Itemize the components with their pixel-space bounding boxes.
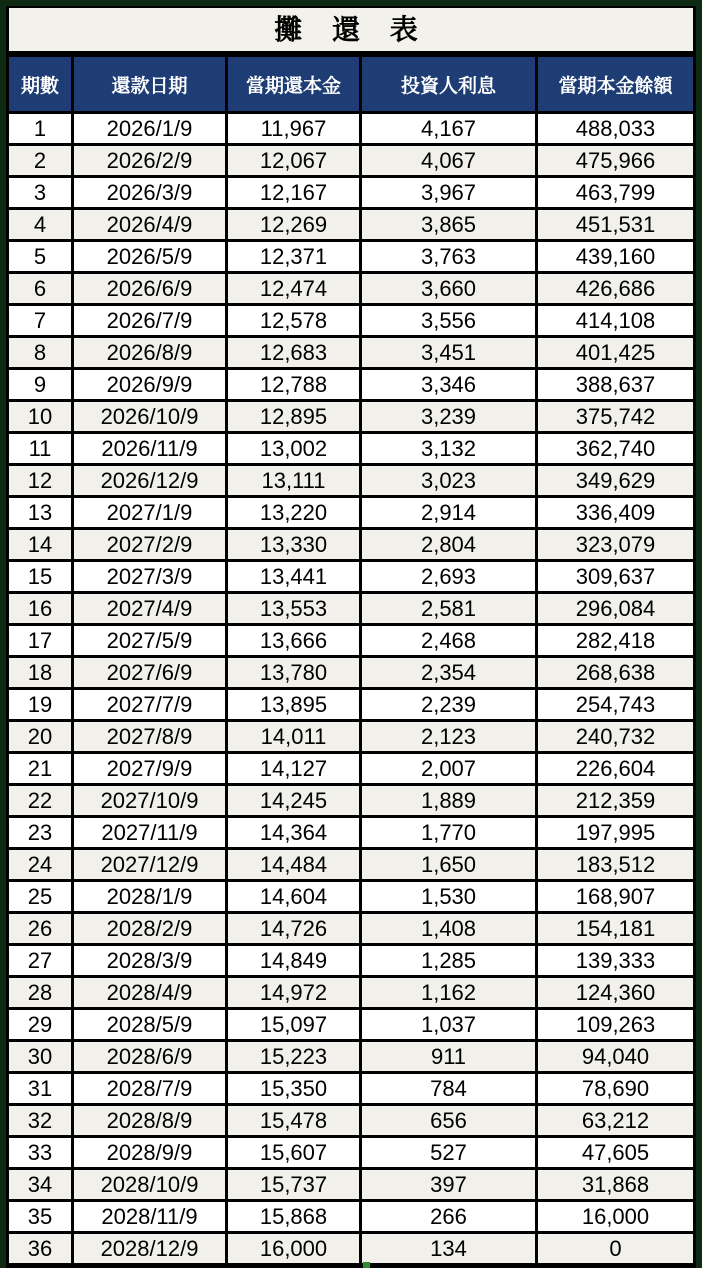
cell-period: 22: [9, 786, 71, 815]
cell-period: 14: [9, 530, 71, 559]
cell-period: 25: [9, 882, 71, 911]
table-row: [9, 306, 693, 335]
cell-period: 16: [9, 594, 71, 623]
cell-repayment-date: 2027/5/9: [71, 626, 225, 655]
table-row: [9, 402, 693, 431]
cell-principal-balance: 63,212: [535, 1106, 693, 1135]
cell-principal-paid: 14,245: [225, 786, 359, 815]
cell-investor-interest: 4,167: [359, 114, 535, 143]
cell-period: 4: [9, 210, 71, 239]
cell-investor-interest: 3,865: [359, 210, 535, 239]
cell-principal-balance: 401,425: [535, 338, 693, 367]
cell-principal-paid: 11,967: [225, 114, 359, 143]
table-row: [9, 1074, 693, 1103]
cell-investor-interest: 134: [359, 1234, 535, 1263]
cell-investor-interest: 3,967: [359, 178, 535, 207]
cell-repayment-date: 2028/6/9: [71, 1042, 225, 1071]
cell-repayment-date: 2026/1/9: [71, 114, 225, 143]
cell-principal-paid: 13,895: [225, 690, 359, 719]
table-row: [9, 978, 693, 1007]
cell-principal-balance: 439,160: [535, 242, 693, 271]
cell-period: 3: [9, 178, 71, 207]
cell-repayment-date: 2026/7/9: [71, 306, 225, 335]
cell-repayment-date: 2026/5/9: [71, 242, 225, 271]
cell-investor-interest: 2,581: [359, 594, 535, 623]
cell-principal-paid: 14,127: [225, 754, 359, 783]
cell-repayment-date: 2027/4/9: [71, 594, 225, 623]
cell-investor-interest: 1,285: [359, 946, 535, 975]
cell-repayment-date: 2027/7/9: [71, 690, 225, 719]
cell-principal-paid: 15,223: [225, 1042, 359, 1071]
cell-principal-paid: 12,683: [225, 338, 359, 367]
cell-repayment-date: 2026/10/9: [71, 402, 225, 431]
cell-principal-balance: 109,263: [535, 1010, 693, 1039]
table-row: [9, 786, 693, 815]
cell-repayment-date: 2027/10/9: [71, 786, 225, 815]
table-row: [9, 1106, 693, 1135]
table-row: [9, 626, 693, 655]
cell-period: 33: [9, 1138, 71, 1167]
cell-principal-paid: 16,000: [225, 1234, 359, 1263]
cell-repayment-date: 2028/1/9: [71, 882, 225, 911]
table-row: [9, 338, 693, 367]
cell-repayment-date: 2027/6/9: [71, 658, 225, 687]
cell-investor-interest: 3,556: [359, 306, 535, 335]
cell-investor-interest: 2,693: [359, 562, 535, 591]
cell-period: 21: [9, 754, 71, 783]
cell-principal-paid: 15,478: [225, 1106, 359, 1135]
cell-repayment-date: 2027/12/9: [71, 850, 225, 879]
cell-investor-interest: 3,660: [359, 274, 535, 303]
cell-principal-balance: 197,995: [535, 818, 693, 847]
cell-period: 29: [9, 1010, 71, 1039]
cell-principal-paid: 15,737: [225, 1170, 359, 1199]
cell-principal-paid: 13,666: [225, 626, 359, 655]
cell-investor-interest: 1,650: [359, 850, 535, 879]
table-row: [9, 1010, 693, 1039]
cell-principal-paid: 12,474: [225, 274, 359, 303]
cell-period: 1: [9, 114, 71, 143]
cell-period: 36: [9, 1234, 71, 1263]
cell-investor-interest: 3,132: [359, 434, 535, 463]
table-row: [9, 1202, 693, 1231]
table-row: [9, 1042, 693, 1071]
table-row: [9, 370, 693, 399]
cell-principal-paid: 12,167: [225, 178, 359, 207]
table-row: [9, 210, 693, 239]
cell-repayment-date: 2028/11/9: [71, 1202, 225, 1231]
header-repayment-date: 還款日期: [71, 57, 225, 111]
table-row: [9, 562, 693, 591]
cell-principal-paid: 13,002: [225, 434, 359, 463]
table-row: [9, 498, 693, 527]
cell-investor-interest: 1,530: [359, 882, 535, 911]
cell-repayment-date: 2026/4/9: [71, 210, 225, 239]
cell-principal-paid: 14,604: [225, 882, 359, 911]
cell-period: 8: [9, 338, 71, 367]
cell-period: 12: [9, 466, 71, 495]
table-row: [9, 178, 693, 207]
cell-principal-paid: 15,607: [225, 1138, 359, 1167]
table-row: [9, 818, 693, 847]
table-row: [9, 1138, 693, 1167]
cell-repayment-date: 2026/2/9: [71, 146, 225, 175]
table-row: [9, 1170, 693, 1199]
table-row: [9, 274, 693, 303]
table-row: [9, 530, 693, 559]
cell-period: 19: [9, 690, 71, 719]
table-body: [9, 114, 693, 1263]
header-row: [9, 57, 693, 111]
cell-principal-balance: 226,604: [535, 754, 693, 783]
cell-repayment-date: 2028/5/9: [71, 1010, 225, 1039]
cell-period: 7: [9, 306, 71, 335]
cell-principal-balance: 168,907: [535, 882, 693, 911]
cell-repayment-date: 2028/10/9: [71, 1170, 225, 1199]
cell-principal-balance: 426,686: [535, 274, 693, 303]
cell-principal-paid: 14,726: [225, 914, 359, 943]
cell-principal-paid: 14,849: [225, 946, 359, 975]
cell-principal-balance: 414,108: [535, 306, 693, 335]
cell-period: 34: [9, 1170, 71, 1199]
cell-period: 6: [9, 274, 71, 303]
cell-principal-paid: 12,788: [225, 370, 359, 399]
table-row: [9, 594, 693, 623]
cell-period: 20: [9, 722, 71, 751]
cell-period: 9: [9, 370, 71, 399]
table-row: [9, 466, 693, 495]
cell-principal-balance: 154,181: [535, 914, 693, 943]
cell-principal-paid: 14,484: [225, 850, 359, 879]
cell-principal-paid: 14,364: [225, 818, 359, 847]
cell-principal-balance: 31,868: [535, 1170, 693, 1199]
cell-principal-balance: 309,637: [535, 562, 693, 591]
cell-repayment-date: 2028/8/9: [71, 1106, 225, 1135]
cell-repayment-date: 2027/2/9: [71, 530, 225, 559]
cell-repayment-date: 2027/1/9: [71, 498, 225, 527]
cell-principal-balance: 94,040: [535, 1042, 693, 1071]
cell-investor-interest: 266: [359, 1202, 535, 1231]
cell-period: 10: [9, 402, 71, 431]
cell-period: 2: [9, 146, 71, 175]
cell-period: 13: [9, 498, 71, 527]
cell-repayment-date: 2028/3/9: [71, 946, 225, 975]
cell-principal-balance: 240,732: [535, 722, 693, 751]
cell-principal-paid: 12,269: [225, 210, 359, 239]
cell-period: 17: [9, 626, 71, 655]
cell-investor-interest: 3,239: [359, 402, 535, 431]
cell-investor-interest: 2,468: [359, 626, 535, 655]
cell-principal-balance: 47,605: [535, 1138, 693, 1167]
cell-repayment-date: 2027/3/9: [71, 562, 225, 591]
cell-principal-balance: 463,799: [535, 178, 693, 207]
cell-repayment-date: 2026/9/9: [71, 370, 225, 399]
cell-principal-balance: 212,359: [535, 786, 693, 815]
cell-period: 11: [9, 434, 71, 463]
table-row: [9, 114, 693, 143]
table-row: [9, 850, 693, 879]
table-title: 攤 還 表: [9, 8, 693, 51]
cell-principal-balance: 183,512: [535, 850, 693, 879]
table-row: [9, 882, 693, 911]
cell-principal-paid: 12,578: [225, 306, 359, 335]
cell-repayment-date: 2028/12/9: [71, 1234, 225, 1263]
cell-principal-paid: 15,350: [225, 1074, 359, 1103]
cell-investor-interest: 1,889: [359, 786, 535, 815]
cell-investor-interest: 3,763: [359, 242, 535, 271]
cell-period: 35: [9, 1202, 71, 1231]
cell-marker: [363, 1262, 370, 1268]
cell-principal-paid: 14,011: [225, 722, 359, 751]
cell-investor-interest: 2,914: [359, 498, 535, 527]
cell-principal-balance: 124,360: [535, 978, 693, 1007]
cell-principal-paid: 14,972: [225, 978, 359, 1007]
table-row: [9, 242, 693, 271]
table-row: [9, 914, 693, 943]
cell-investor-interest: 3,023: [359, 466, 535, 495]
cell-principal-paid: 15,097: [225, 1010, 359, 1039]
cell-repayment-date: 2026/11/9: [71, 434, 225, 463]
header-investor-interest: 投資人利息: [359, 57, 535, 111]
table-row: [9, 146, 693, 175]
amortization-table: [9, 54, 693, 1266]
cell-period: 32: [9, 1106, 71, 1135]
cell-principal-balance: 282,418: [535, 626, 693, 655]
cell-period: 15: [9, 562, 71, 591]
table-row: [9, 722, 693, 751]
cell-period: 23: [9, 818, 71, 847]
cell-principal-balance: 388,637: [535, 370, 693, 399]
cell-investor-interest: 2,354: [359, 658, 535, 687]
cell-repayment-date: 2027/11/9: [71, 818, 225, 847]
cell-investor-interest: 1,770: [359, 818, 535, 847]
cell-investor-interest: 911: [359, 1042, 535, 1071]
cell-principal-paid: 12,895: [225, 402, 359, 431]
cell-period: 27: [9, 946, 71, 975]
cell-principal-balance: 451,531: [535, 210, 693, 239]
cell-period: 26: [9, 914, 71, 943]
cell-principal-balance: 375,742: [535, 402, 693, 431]
cell-principal-paid: 13,780: [225, 658, 359, 687]
cell-principal-paid: 13,330: [225, 530, 359, 559]
header-principal-paid: 當期還本金: [225, 57, 359, 111]
cell-investor-interest: 784: [359, 1074, 535, 1103]
cell-principal-paid: 13,441: [225, 562, 359, 591]
cell-principal-balance: 78,690: [535, 1074, 693, 1103]
cell-repayment-date: 2028/9/9: [71, 1138, 225, 1167]
cell-investor-interest: 2,804: [359, 530, 535, 559]
table-row: [9, 946, 693, 975]
cell-principal-balance: 16,000: [535, 1202, 693, 1231]
cell-principal-balance: 488,033: [535, 114, 693, 143]
table-row: [9, 690, 693, 719]
table-row: [9, 1234, 693, 1263]
cell-repayment-date: 2026/6/9: [71, 274, 225, 303]
cell-principal-paid: 13,220: [225, 498, 359, 527]
table-frame: [6, 6, 696, 1268]
cell-principal-balance: 336,409: [535, 498, 693, 527]
cell-investor-interest: 2,239: [359, 690, 535, 719]
header-period: 期數: [9, 57, 71, 111]
cell-principal-balance: 323,079: [535, 530, 693, 559]
table-row: [9, 658, 693, 687]
cell-investor-interest: 1,037: [359, 1010, 535, 1039]
cell-repayment-date: 2028/2/9: [71, 914, 225, 943]
cell-principal-balance: 139,333: [535, 946, 693, 975]
cell-period: 5: [9, 242, 71, 271]
cell-period: 24: [9, 850, 71, 879]
cell-investor-interest: 2,007: [359, 754, 535, 783]
cell-repayment-date: 2028/7/9: [71, 1074, 225, 1103]
cell-principal-balance: 0: [535, 1234, 693, 1263]
cell-repayment-date: 2026/12/9: [71, 466, 225, 495]
cell-principal-balance: 362,740: [535, 434, 693, 463]
cell-principal-paid: 12,067: [225, 146, 359, 175]
cell-principal-paid: 13,553: [225, 594, 359, 623]
cell-principal-paid: 12,371: [225, 242, 359, 271]
cell-investor-interest: 1,408: [359, 914, 535, 943]
cell-period: 31: [9, 1074, 71, 1103]
cell-repayment-date: 2026/8/9: [71, 338, 225, 367]
cell-principal-balance: 475,966: [535, 146, 693, 175]
cell-investor-interest: 4,067: [359, 146, 535, 175]
cell-period: 30: [9, 1042, 71, 1071]
cell-principal-balance: 349,629: [535, 466, 693, 495]
table-row: [9, 754, 693, 783]
cell-investor-interest: 656: [359, 1106, 535, 1135]
cell-repayment-date: 2026/3/9: [71, 178, 225, 207]
cell-principal-paid: 13,111: [225, 466, 359, 495]
cell-investor-interest: 2,123: [359, 722, 535, 751]
cell-investor-interest: 3,451: [359, 338, 535, 367]
cell-period: 28: [9, 978, 71, 1007]
cell-principal-balance: 296,084: [535, 594, 693, 623]
cell-repayment-date: 2028/4/9: [71, 978, 225, 1007]
cell-repayment-date: 2027/8/9: [71, 722, 225, 751]
header-principal-balance: 當期本金餘額: [535, 57, 693, 111]
cell-principal-paid: 15,868: [225, 1202, 359, 1231]
cell-period: 18: [9, 658, 71, 687]
cell-investor-interest: 3,346: [359, 370, 535, 399]
cell-investor-interest: 527: [359, 1138, 535, 1167]
cell-investor-interest: 397: [359, 1170, 535, 1199]
table-row: [9, 434, 693, 463]
cell-principal-balance: 268,638: [535, 658, 693, 687]
cell-principal-balance: 254,743: [535, 690, 693, 719]
cell-repayment-date: 2027/9/9: [71, 754, 225, 783]
cell-investor-interest: 1,162: [359, 978, 535, 1007]
